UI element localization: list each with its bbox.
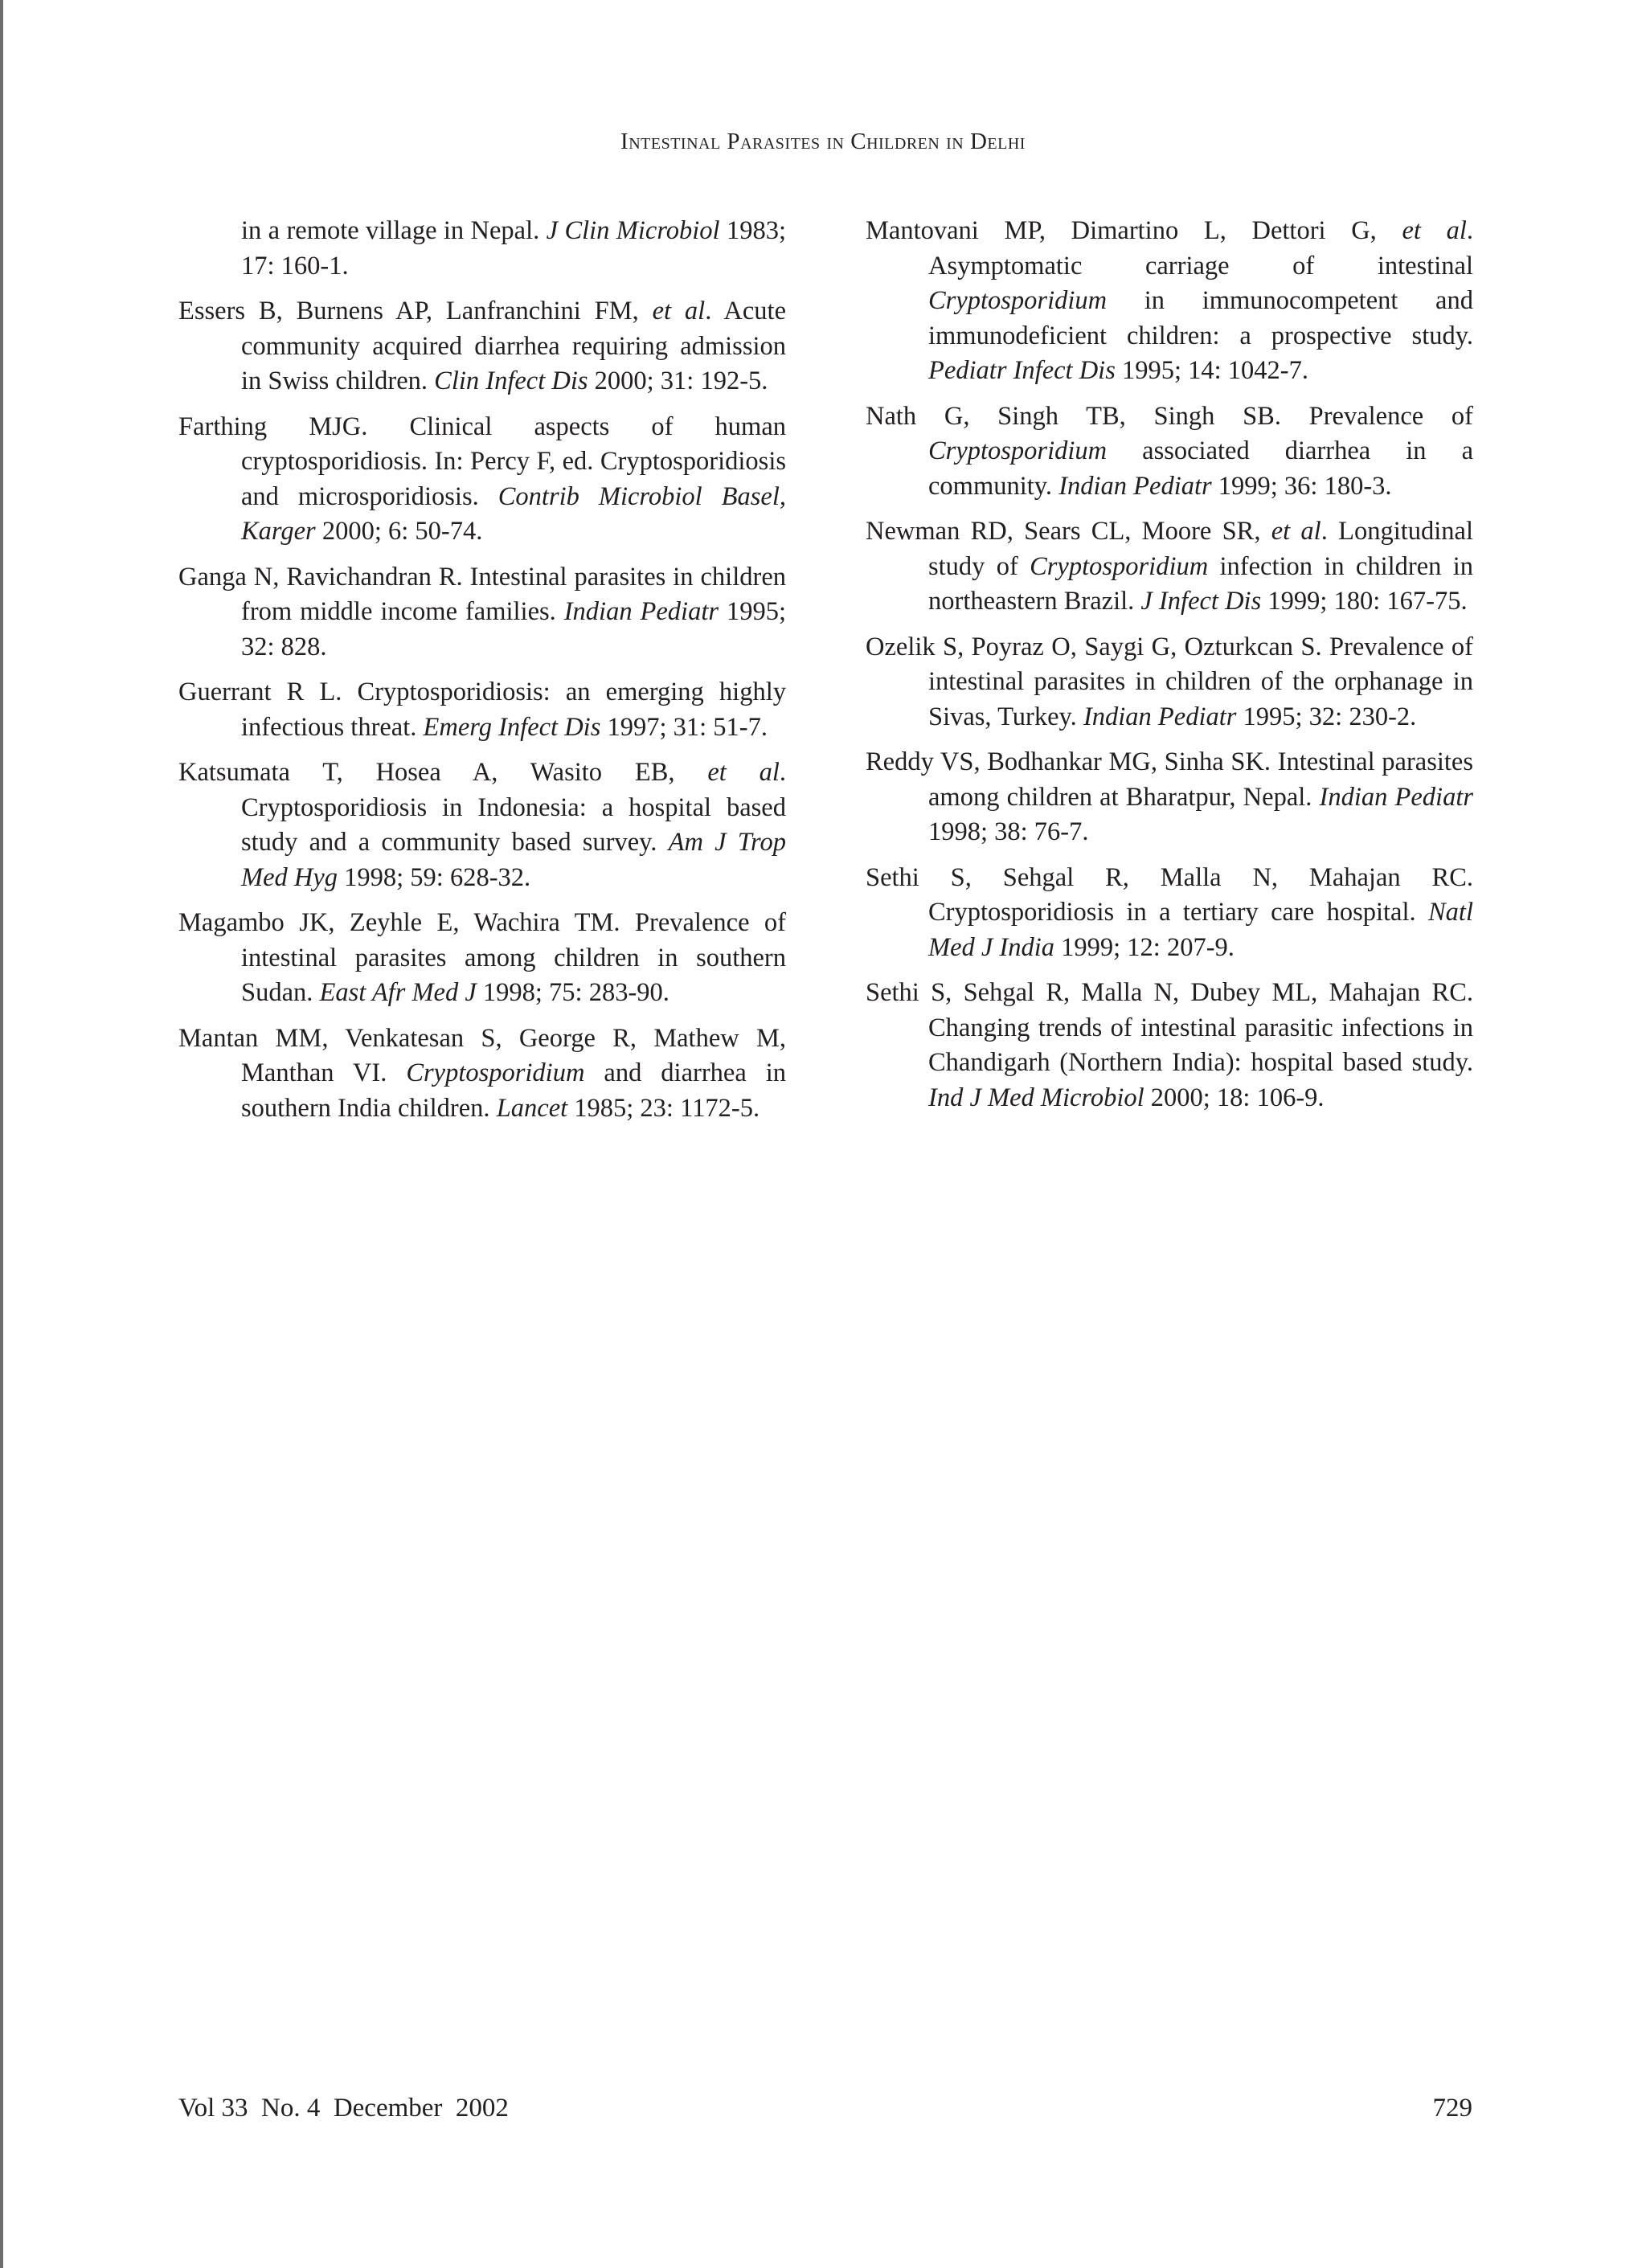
reference-italic-text: J Clin Microbiol	[546, 216, 720, 245]
reference-text: . Longitudinal study of	[928, 517, 1473, 581]
reference-entry	[866, 861, 1473, 966]
reference-text: Ganga N, Ravichandran R. Intestinal parasites in children from middle income families.	[178, 562, 786, 626]
reference-text: in immunocompetent and immunodeficient children: a prospective study.	[928, 286, 1473, 350]
reference-text: . Acute community acquired diarrhea requiring admission in Swiss children.	[241, 297, 787, 395]
reference-text: 1998; 75: 283-90.	[476, 978, 669, 1007]
reference-entry	[178, 755, 786, 895]
reference-text: 1999; 36: 180-3.	[1211, 471, 1392, 501]
reference-text: Katsumata T, Hosea A, Wasito EB,	[178, 758, 708, 787]
reference-text: 1995; 32: 230-2.	[1236, 702, 1417, 731]
reference-italic-text: Cryptosporidium	[406, 1058, 585, 1087]
reference-italic-text: Natl Med J India	[928, 898, 1473, 962]
reference-text: infection in children in northeastern Brazil.	[928, 551, 1473, 616]
reference-text: Sethi S, Sehgal R, Malla N, Dubey ML, Mahajan RC. Changing trends of intestinal parasitic infections in Chandigarh (Northern India): hospital based study.	[866, 978, 1473, 1077]
reference-text: Essers B, Burnens AP, Lanfranchini FM,	[178, 297, 653, 325]
reference-italic-text: Ind J Med Microbiol	[928, 1083, 1144, 1112]
reference-italic-text: Indian Pediatr	[1319, 782, 1473, 812]
running-head: Intestinal Parasites in Children in Delhi	[620, 129, 1026, 154]
reference-text: 1998; 59: 628-32.	[338, 862, 531, 892]
reference-italic-text: East Afr Med J	[319, 978, 477, 1007]
reference-text: in a remote village in Nepal.	[241, 216, 547, 245]
reference-entry	[178, 294, 786, 399]
page-edge-rule	[0, 0, 3, 2268]
reference-italic-text: Indian Pediatr	[1058, 471, 1212, 501]
reference-text: . Asymptomatic carriage of intestinal	[928, 216, 1474, 280]
reference-text: Nath G, Singh TB, Singh SB. Prevalence of	[866, 401, 1473, 431]
reference-italic-text: Indian Pediatr	[563, 597, 719, 626]
reference-entry	[178, 906, 786, 1011]
reference-italic-text: Emerg Infect Dis	[423, 712, 601, 742]
reference-italic-text: Contrib Microbiol Basel, Karger	[241, 481, 786, 546]
reference-entry	[866, 214, 1473, 389]
page-number: 729	[1432, 2094, 1472, 2123]
reference-italic-text: et al	[1402, 216, 1467, 245]
reference-entry	[178, 410, 786, 550]
reference-text: 1999; 12: 207-9.	[1054, 932, 1234, 962]
reference-text: 1995; 14: 1042-7.	[1115, 356, 1309, 385]
reference-text: 1983; 17: 160-1.	[241, 216, 786, 280]
journal-issue: Vol 33 No. 4 December 2002	[178, 2094, 509, 2123]
reference-text: 1998; 38: 76-7.	[928, 817, 1089, 846]
reference-text: 1995; 32: 828.	[241, 597, 786, 661]
reference-italic-text: Am J Trop Med Hyg	[241, 828, 786, 892]
reference-text: Mantan MM, Venkatesan S, George R, Mathew M, Manthan VI.	[178, 1023, 786, 1087]
reference-italic-text: Cryptosporidium	[928, 286, 1108, 315]
reference-italic-text: Lancet	[496, 1093, 568, 1123]
reference-italic-text: et al	[1271, 517, 1321, 546]
reference-entry	[178, 560, 786, 665]
reference-italic-text: Clin Infect Dis	[434, 366, 588, 395]
reference-text: . Cryptosporidiosis in Indonesia: a hospital based study and a community based survey.	[241, 758, 786, 857]
reference-italic-text: et al	[707, 758, 780, 787]
reference-text: Farthing MJG. Clinical aspects of human cryptosporidiosis. In: Percy F, ed. Cryptosporidiosis and microsporidiosis.	[178, 411, 786, 511]
reference-text: Guerrant R L. Cryptosporidiosis: an emerging highly infectious threat.	[178, 678, 786, 742]
reference-italic-text: et al	[652, 297, 706, 325]
reference-text: 2000; 18: 106-9.	[1144, 1083, 1325, 1112]
reference-entry	[178, 1021, 786, 1127]
reference-text: associated diarrhea in a community.	[928, 436, 1473, 501]
reference-text: and diarrhea in southern India children.	[241, 1058, 787, 1123]
references-column-left	[178, 214, 786, 1136]
reference-text: 1999; 180: 167-75.	[1261, 587, 1468, 616]
references-column-right	[866, 214, 1473, 1126]
reference-italic-text: Pediatr Infect Dis	[928, 356, 1116, 385]
reference-text: 1997; 31: 51-7.	[600, 712, 768, 742]
reference-italic-text: J Infect Dis	[1140, 587, 1262, 616]
reference-text: Ozelik S, Poyraz O, Saygi G, Ozturkcan S. Prevalence of intestinal parasites in children of the orphanage in Sivas, Turkey.	[866, 632, 1473, 731]
reference-text: Newman RD, Sears CL, Moore SR,	[866, 517, 1271, 546]
reference-italic-text: Cryptosporidium	[928, 436, 1108, 465]
reference-text: 2000; 31: 192-5.	[588, 366, 768, 395]
reference-italic-text: Cryptosporidium	[1030, 551, 1209, 581]
reference-entry	[866, 630, 1473, 735]
reference-entry	[178, 675, 786, 745]
reference-entry	[178, 214, 786, 284]
reference-text: Sethi S, Sehgal R, Malla N, Mahajan RC. Cryptosporidiosis in a tertiary care hospital.	[866, 862, 1473, 927]
reference-text: 2000; 6: 50-74.	[315, 517, 483, 546]
reference-entry	[866, 745, 1473, 850]
reference-text: Reddy VS, Bodhankar MG, Sinha SK. Intestinal parasites among children at Bharatpur, Nepal.	[866, 747, 1473, 812]
reference-text: Mantovani MP, Dimartino L, Dettori G,	[866, 216, 1402, 245]
reference-entry	[866, 976, 1473, 1116]
reference-italic-text: Indian Pediatr	[1083, 702, 1237, 731]
reference-entry	[866, 514, 1473, 620]
reference-text: Magambo JK, Zeyhle E, Wachira TM. Prevalence of intestinal parasites among children in southern Sudan.	[178, 908, 786, 1007]
reference-entry	[866, 399, 1473, 505]
reference-text: 1985; 23: 1172-5.	[567, 1093, 760, 1123]
